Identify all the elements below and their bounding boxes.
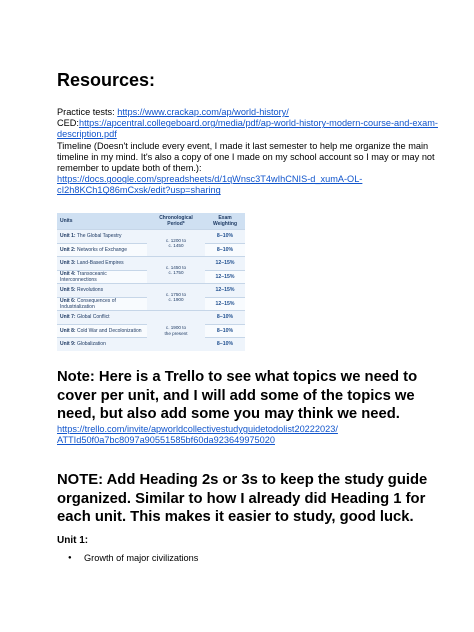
unit-number: Unit 2: — [60, 246, 76, 253]
unit-name: Globalization — [76, 341, 106, 348]
table-row — [57, 311, 245, 325]
unit-name: The Global Tapestry — [76, 233, 122, 240]
period-cell — [147, 284, 205, 311]
note-line: NOTE: Add Heading 2s or 3s to keep the study guide — [57, 472, 428, 488]
weight-cell: 8–10% — [205, 243, 245, 257]
ced-line — [57, 118, 438, 129]
period-start: c. 1900 to — [165, 325, 187, 331]
period-cell — [147, 230, 205, 257]
weight-cell: 8–10% — [205, 324, 245, 338]
period-end: c. 1750 — [168, 270, 184, 275]
timeline-text-3: remember to update both of them.): — [57, 163, 202, 174]
note-line: each unit. This makes it easier to study, good luck. — [57, 509, 414, 525]
period-end: c. 1450 — [168, 243, 184, 248]
trello-link[interactable]: https://trello.com/invite/apworldcollectivestudyguidetodolist20222023/ — [57, 424, 338, 434]
unit-name: Cold War and Decolonization — [76, 327, 142, 334]
unit-name: Land-Based Empires — [76, 260, 124, 267]
period-end: the present — [164, 330, 188, 336]
period-cell — [147, 311, 205, 351]
unit1-bullet-list — [57, 553, 198, 563]
table-row — [57, 230, 245, 244]
practice-label: Practice tests: — [57, 107, 118, 117]
unit-number: Unit 8: — [60, 327, 76, 334]
unit-cell — [57, 324, 147, 338]
unit-cell — [57, 270, 147, 284]
ced-link[interactable]: https://apcentral.collegeboard.org/media/pdf/ap-world-history-modern-course-and-exam- — [78, 118, 438, 129]
weight-cell: 8–10% — [205, 311, 245, 325]
timeline-text-2: timeline in my mind. It's also a copy of one I made on my school account so I may or may not — [57, 151, 435, 162]
period-start: c. 1750 to — [165, 291, 187, 297]
practice-tests-link[interactable]: https://www.crackap.com/ap/world-history/ — [117, 107, 289, 117]
note-line: Note: Here is a Trello to see what topics we need to — [57, 369, 418, 385]
unit-number: Unit 3: — [60, 260, 76, 267]
period-end: c. 1900 — [168, 297, 184, 302]
unit-number: Unit 7: — [60, 314, 76, 321]
unit-name: Transoceanic Interconnections — [60, 270, 107, 283]
unit-name: Global Conflict — [76, 314, 110, 321]
unit-cell — [57, 338, 147, 351]
resources-heading: Resources: — [57, 70, 156, 90]
unit-number: Unit 1: — [60, 233, 76, 240]
table-header-units: Units — [57, 213, 147, 230]
timeline-text-1: Timeline (Doesn't include every event, I made it last semester to help me organize the main — [57, 140, 429, 151]
trello-note — [57, 368, 427, 424]
sheet-line-1 — [57, 174, 429, 185]
unit-cell — [57, 257, 147, 271]
timeline-sheet-link-continued[interactable]: cI2h8KCh1Q86mCxsk/edit?usp=sharing — [57, 185, 221, 196]
resources-body — [57, 107, 438, 197]
ced-line-2 — [57, 129, 429, 140]
unit-cell — [57, 284, 147, 298]
heading-note — [57, 471, 427, 527]
unit-number: Unit 5: — [60, 287, 76, 294]
sheet-line-2 — [57, 185, 429, 196]
weight-cell: 12–15% — [205, 257, 245, 271]
period-cell — [147, 257, 205, 284]
unit-number: Unit 9: — [60, 341, 76, 348]
weight-cell: 8–10% — [205, 338, 245, 351]
unit-weighting-table — [57, 213, 245, 351]
table-row — [57, 257, 245, 271]
weight-cell: 12–15% — [205, 270, 245, 284]
unit-cell — [57, 297, 147, 311]
unit-cell — [57, 243, 147, 257]
trello-link-line-1 — [57, 424, 429, 435]
unit-cell — [57, 311, 147, 325]
ced-link-continued[interactable]: description.pdf — [57, 129, 117, 140]
trello-link-line-2 — [57, 435, 429, 446]
note-line: need, but also add some you may think we need. — [57, 406, 400, 422]
unit-name: Networks of Exchange — [76, 246, 127, 253]
note-line: cover per unit, and I will add some of the topics we — [57, 387, 415, 404]
trello-link-continued[interactable]: ATTId50f0a7bc8097a90551585bf60da923649975020 — [57, 435, 275, 446]
unit-number: Unit 4: — [60, 270, 76, 277]
trello-link-block — [57, 424, 429, 446]
unit-cell — [57, 230, 147, 244]
weight-cell: 12–15% — [205, 284, 245, 298]
table-row — [57, 284, 245, 298]
weight-cell: 8–10% — [205, 230, 245, 244]
table-header-period: Chronological Period* — [147, 213, 205, 230]
list-item: ● Growth of major civilizations — [57, 553, 198, 563]
unit-name: Consequences of Industrialization — [60, 297, 116, 310]
unit1-heading: Unit 1: — [57, 535, 89, 546]
table-header-weighting: Exam Weighting — [205, 213, 245, 230]
period-start: c. 1200 to — [165, 237, 187, 243]
period-start: c. 1450 to — [165, 264, 187, 270]
unit-name: Revolutions — [76, 287, 104, 294]
note-line: organized. Similar to how I already did Heading 1 for — [57, 490, 426, 507]
unit-number: Unit 6: — [60, 297, 76, 304]
weight-cell: 12–15% — [205, 297, 245, 311]
practice-line — [57, 107, 429, 118]
table-header-row — [57, 213, 245, 230]
timeline-sheet-link[interactable]: https://docs.google.com/spreadsheets/d/1qWnsc3T4wIhCNIS-d_xumA-OL- — [57, 174, 363, 185]
ced-label: CED: — [57, 118, 79, 129]
